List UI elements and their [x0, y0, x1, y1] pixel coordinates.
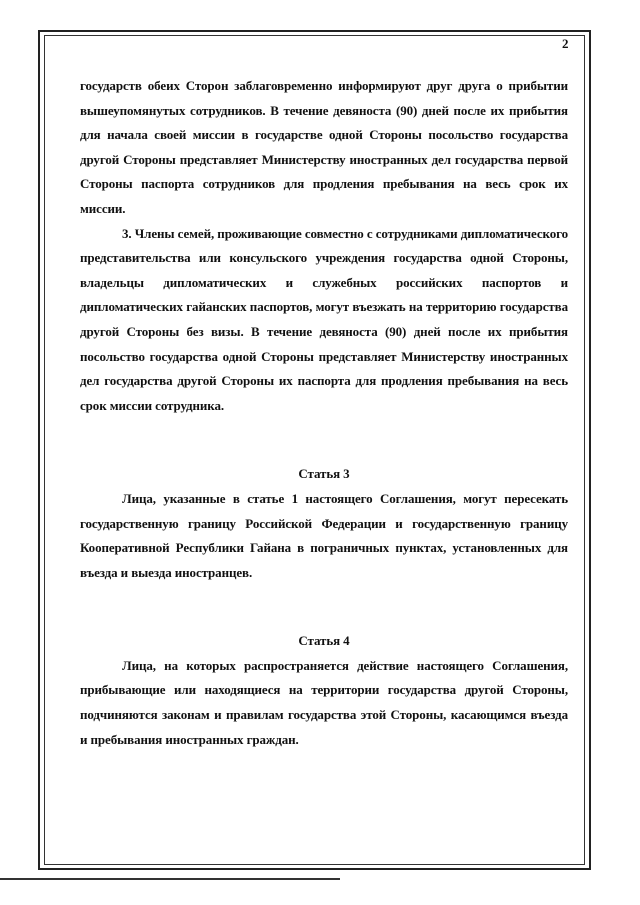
spacer	[80, 585, 568, 629]
scan-edge-line	[0, 878, 340, 880]
document-body	[80, 74, 568, 752]
article-4-text: Лица, на которых распространяется действие настоящего Соглашения, прибывающие или находящиеся на территории государства другой Стороны, подчиняются законам и правилам государства этой Стороны, касающимся въезда и пребывания иностранных граждан.	[80, 657, 568, 747]
article-3-text: Лица, указанные в статье 1 настоящего Соглашения, могут пересекать государственную границу Российской Федерации и государственную границу Кооперативной Республики Гайана в пограничных пунктах, установленных для въезда и выезда иностранцев.	[80, 490, 568, 580]
article-4-title: Статья 4	[298, 633, 350, 649]
continuation-paragraph: государств обеих Сторон заблаговременно информируют друг друга о прибытии вышеупомянутых сотрудников. В течение девяноста (90) дней после их прибытия для начала своей миссии в государстве одной Стороны посольство государства другой Стороны представляет Министерству иностранных дел государства первой Стороны паспорта сотрудников для продления пребывания на весь срок их миссии.	[80, 78, 568, 216]
page-number: 2	[562, 36, 569, 51]
item-3-paragraph: 3. Члены семей, проживающие совместно с сотрудниками дипломатического представительства или консульского учреждения государства одной Стороны, владельцы дипломатических и служебных российских паспортов и дипломатических гайанских паспортов, могут въезжать на территорию государства другой Стороны без визы. В течение девяноста (90) дней после их прибытия посольство государства одной Стороны представляет Министерству иностранных дел государства другой Стороны их паспорта для продления пребывания на весь срок миссии сотрудника.	[80, 225, 568, 413]
spacer	[80, 418, 568, 462]
article-3-title: Статья 3	[298, 466, 350, 482]
